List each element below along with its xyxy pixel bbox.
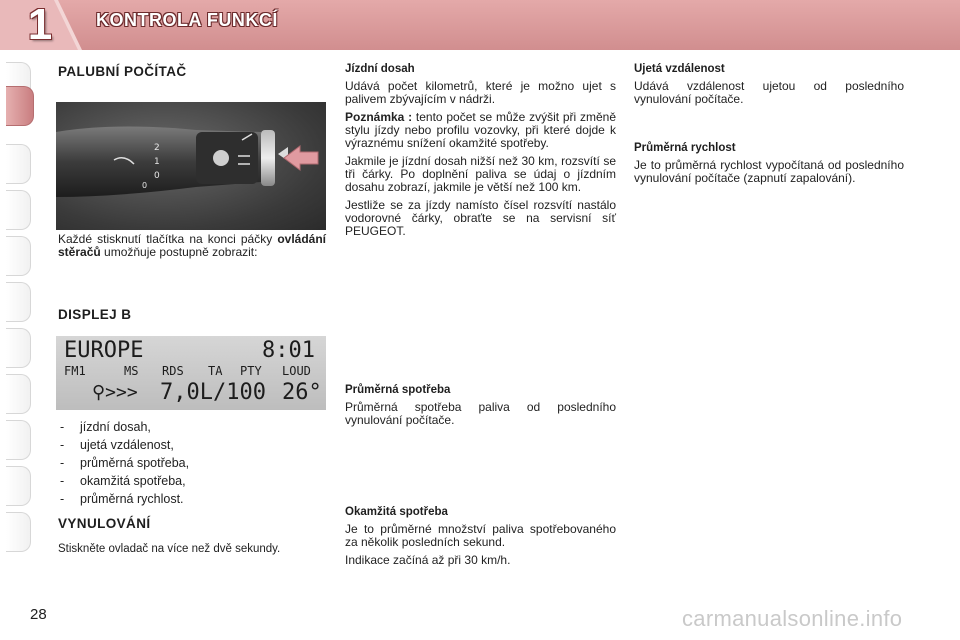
instant-consumption-block [345, 506, 616, 572]
lcd-indicator: RDS [162, 364, 184, 378]
display-items-list [60, 419, 328, 509]
intro-text-end: umožňuje postupně zobrazit: [100, 245, 258, 259]
list-item: - jízdní dosah, [60, 419, 328, 435]
intro-text: Každé stisknutí tlačítka na konci páčky [58, 232, 278, 246]
page-number: 28 [30, 606, 47, 623]
chapter-tab[interactable] [6, 190, 31, 230]
chapter-tab[interactable] [6, 328, 31, 368]
chapter-header [0, 0, 960, 50]
avg-consumption-block [345, 384, 616, 432]
lcd-indicator: FM1 [64, 364, 86, 378]
chapter-tab[interactable] [6, 420, 31, 460]
instant-consumption-text: Je to průměrné množství paliva spotřebovaného za několik posledních sekund. [345, 522, 616, 549]
chapter-tab[interactable] [6, 466, 31, 506]
range-text: Udává počet kilometrů, které je možno ujet s palivem zbývajícím v nádrži. [345, 79, 616, 106]
note-label: Poznámka : [345, 110, 413, 124]
watermark: carmanualsonline.info [682, 606, 903, 631]
chapter-tabs [0, 62, 34, 582]
distance-block [634, 63, 904, 111]
svg-text:0: 0 [154, 171, 160, 181]
lcd-range-icon: ⚲>>> [92, 382, 138, 403]
list-item: - průměrná rychlost. [60, 491, 328, 507]
svg-text:0: 0 [142, 181, 148, 190]
instant-consumption-note: Indikace začíná až při 30 km/h. [345, 553, 511, 567]
list-item: - průměrná spotřeba, [60, 455, 328, 471]
wiper-stalk-photo [56, 102, 326, 230]
page-title: KONTROLA FUNKCÍ [96, 10, 278, 30]
svg-text:1: 1 [154, 157, 160, 167]
range-dashes-text: Jestliže se za jízdy namísto čísel rozsvítí nastálo vodorovné čárky, obraťte se na servisní síť PEUGEOT. [345, 198, 616, 238]
chapter-tab[interactable] [6, 282, 31, 322]
lcd-indicator: MS [124, 364, 139, 378]
lcd-indicator: PTY [240, 364, 262, 378]
lcd-consumption-value: 7,0L/100 [160, 380, 266, 405]
list-item: - ujetá vzdálenost, [60, 437, 328, 453]
section-title-reset: VYNULOVÁNÍ [58, 516, 151, 531]
section-title-display: DISPLEJ B [58, 307, 132, 322]
lcd-indicator: LOUD [282, 364, 311, 378]
range-low-text: Jakmile je jízdní dosah nižší než 30 km, rozsvítí se tři čárky. Po doplnění paliva se údaj o jízdním dosahu zobrazí, jakmile je větší než 100 km. [345, 154, 616, 194]
intro-paragraph-block [58, 233, 326, 264]
section-title-computer: PALUBNÍ POČÍTAČ [58, 64, 187, 79]
distance-text: Udává vzdálenost ujetou od posledního vynulování počítače. [634, 79, 904, 106]
chapter-tab[interactable] [6, 512, 31, 552]
svg-text:2: 2 [154, 143, 160, 153]
avg-speed-block [634, 142, 904, 190]
heading-avg-consumption: Průměrná spotřeba [345, 384, 451, 396]
range-block [345, 63, 616, 243]
lcd-clock: 8:01 [262, 338, 315, 363]
range-note [345, 111, 616, 150]
intro-bold-term: ovládání stěračů [58, 232, 326, 259]
heading-instant-consumption: Okamžitá spotřeba [345, 506, 448, 518]
avg-consumption-text: Průměrná spotřeba paliva od posledního vynulování počítače. [345, 400, 616, 427]
lcd-indicator: TA [208, 364, 223, 378]
lcd-display-screen [56, 336, 326, 410]
heading-avg-speed: Průměrná rychlost [634, 142, 736, 154]
lcd-temperature: 26° [282, 380, 322, 405]
chapter-tab[interactable] [6, 236, 31, 276]
chapter-number: 1 [27, 0, 53, 49]
heading-distance: Ujetá vzdálenost [634, 63, 725, 75]
wiper-stalk-illustration [56, 102, 326, 230]
chapter-tab-active[interactable] [6, 86, 34, 126]
heading-range: Jízdní dosah [345, 63, 415, 75]
chapter-tab[interactable] [6, 144, 31, 184]
lcd-band-label: EUROPE [64, 338, 144, 363]
avg-speed-text: Je to průměrná rychlost vypočítaná od posledního vynulování počítače (zapnutí zapalování). [634, 158, 904, 185]
intro-paragraph [58, 233, 326, 259]
list-item: - okamžitá spotřeba, [60, 473, 328, 489]
chapter-tab[interactable] [6, 374, 31, 414]
note-text: tento počet se může zvýšit při změně stylu jízdy nebo profilu vozovky, při které dojde k výraznému snížení okamžité spotřeby. [345, 110, 616, 150]
reset-text: Stiskněte ovladač na více než dvě sekundy. [58, 543, 281, 555]
